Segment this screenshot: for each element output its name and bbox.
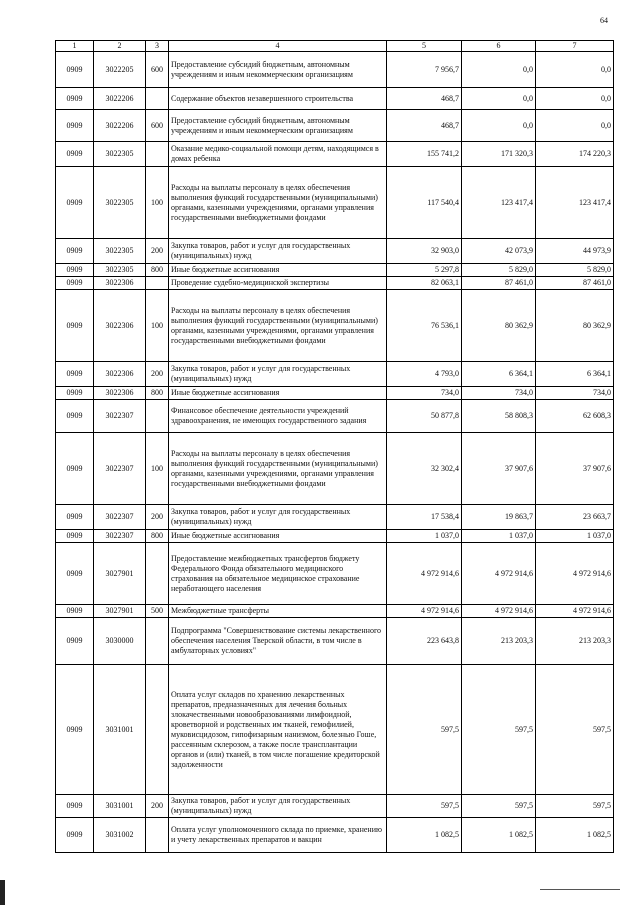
row-name: Финансовое обеспечение деятельности учреждений здравоохранения, не имеющих государственного задания [169,400,387,433]
row-name: Иные бюджетные ассигнования [169,530,387,543]
row-value-7: 174 220,3 [536,142,614,167]
row-value-6: 80 362,9 [462,290,536,362]
row-name: Проведение судебно-медицинской экспертизы [169,277,387,290]
row-target-code: 3027901 [94,543,146,605]
table-row [56,795,614,818]
row-value-7: 4 972 914,6 [536,605,614,618]
row-target-code: 3022306 [94,387,146,400]
row-name: Закупка товаров, работ и услуг для государственных (муниципальных) нужд [169,362,387,387]
row-expense-type: 600 [146,110,169,142]
row-section-code: 0909 [56,290,94,362]
row-target-code: 3022306 [94,277,146,290]
row-section-code: 0909 [56,362,94,387]
row-value-5: 223 643,8 [387,618,462,665]
row-value-7: 0,0 [536,52,614,88]
row-name: Содержание объектов незавершенного строительства [169,88,387,110]
row-target-code: 3022307 [94,530,146,543]
table-row [56,530,614,543]
row-value-5: 155 741,2 [387,142,462,167]
row-section-code: 0909 [56,142,94,167]
row-section-code: 0909 [56,605,94,618]
row-target-code: 3022206 [94,110,146,142]
row-expense-type: 100 [146,290,169,362]
row-value-6: 1 037,0 [462,530,536,543]
row-section-code: 0909 [56,665,94,795]
row-target-code: 3027901 [94,605,146,618]
row-target-code: 3031002 [94,818,146,853]
row-value-6: 0,0 [462,52,536,88]
row-value-7: 0,0 [536,110,614,142]
row-value-5: 734,0 [387,387,462,400]
row-value-6: 4 972 914,6 [462,605,536,618]
row-value-7: 23 663,7 [536,505,614,530]
row-value-6: 5 829,0 [462,264,536,277]
row-value-5: 468,7 [387,110,462,142]
table-row [56,605,614,618]
row-section-code: 0909 [56,277,94,290]
scan-edge-mark [0,880,5,905]
row-name: Иные бюджетные ассигнования [169,264,387,277]
row-target-code: 3022306 [94,362,146,387]
row-value-6: 42 073,9 [462,239,536,264]
row-expense-type [146,618,169,665]
row-expense-type [146,665,169,795]
row-value-5: 4 793,0 [387,362,462,387]
table-row [56,88,614,110]
column-header: 6 [462,41,536,52]
table-row [56,290,614,362]
row-name: Закупка товаров, работ и услуг для государственных (муниципальных) нужд [169,239,387,264]
row-value-5: 17 538,4 [387,505,462,530]
row-section-code: 0909 [56,52,94,88]
column-header: 3 [146,41,169,52]
row-value-7: 597,5 [536,665,614,795]
table-row [56,665,614,795]
table-row [56,52,614,88]
row-target-code: 3030000 [94,618,146,665]
row-value-5: 4 972 914,6 [387,605,462,618]
table-row [56,400,614,433]
row-value-6: 4 972 914,6 [462,543,536,605]
row-section-code: 0909 [56,433,94,505]
row-value-6: 597,5 [462,795,536,818]
row-expense-type: 500 [146,605,169,618]
table-row [56,505,614,530]
row-value-7: 123 417,4 [536,167,614,239]
row-value-6: 37 907,6 [462,433,536,505]
row-section-code: 0909 [56,167,94,239]
row-expense-type [146,142,169,167]
row-section-code: 0909 [56,400,94,433]
table-row [56,167,614,239]
row-value-5: 1 082,5 [387,818,462,853]
table-header-row [56,41,614,52]
table-row [56,362,614,387]
table-row [56,818,614,853]
row-value-7: 6 364,1 [536,362,614,387]
table-row [56,239,614,264]
row-value-7: 0,0 [536,88,614,110]
row-value-7: 87 461,0 [536,277,614,290]
row-section-code: 0909 [56,264,94,277]
row-value-5: 4 972 914,6 [387,543,462,605]
row-expense-type: 200 [146,505,169,530]
table-row [56,142,614,167]
row-section-code: 0909 [56,530,94,543]
table-row [56,110,614,142]
row-section-code: 0909 [56,543,94,605]
row-expense-type [146,88,169,110]
column-header: 7 [536,41,614,52]
row-target-code: 3022307 [94,505,146,530]
column-header: 5 [387,41,462,52]
row-value-6: 171 320,3 [462,142,536,167]
row-expense-type: 200 [146,239,169,264]
row-expense-type: 100 [146,433,169,505]
row-value-6: 597,5 [462,665,536,795]
row-name: Предоставление субсидий бюджетным, автономным учреждениям и иным некоммерческим организациям [169,52,387,88]
row-expense-type: 600 [146,52,169,88]
row-value-5: 597,5 [387,795,462,818]
row-expense-type: 800 [146,387,169,400]
row-name: Межбюджетные трансферты [169,605,387,618]
row-name: Расходы на выплаты персоналу в целях обеспечения выполнения функций государственными (муниципальными) органами, казенными учреждениями, органами управления государственными внебюджетными фондами [169,167,387,239]
row-name: Расходы на выплаты персоналу в целях обеспечения выполнения функций государственными (муниципальными) органами, казенными учреждениями, органами управления государственными внебюджетными фондами [169,433,387,505]
row-name: Оказание медико-социальной помощи детям, находящимся в домах ребенка [169,142,387,167]
row-value-5: 597,5 [387,665,462,795]
row-value-6: 87 461,0 [462,277,536,290]
row-section-code: 0909 [56,387,94,400]
row-expense-type [146,400,169,433]
page-number: 64 [600,16,608,25]
row-value-7: 80 362,9 [536,290,614,362]
budget-table [55,40,614,853]
row-expense-type: 800 [146,264,169,277]
row-section-code: 0909 [56,239,94,264]
table-row [56,618,614,665]
row-value-6: 19 863,7 [462,505,536,530]
row-value-6: 58 808,3 [462,400,536,433]
row-value-7: 5 829,0 [536,264,614,277]
row-target-code: 3022305 [94,264,146,277]
row-value-5: 32 302,4 [387,433,462,505]
table-row [56,543,614,605]
row-value-5: 76 536,1 [387,290,462,362]
row-value-7: 37 907,6 [536,433,614,505]
column-header: 2 [94,41,146,52]
table-row [56,387,614,400]
row-expense-type [146,543,169,605]
row-value-5: 5 297,8 [387,264,462,277]
row-target-code: 3031001 [94,665,146,795]
table-row [56,264,614,277]
row-section-code: 0909 [56,505,94,530]
row-name: Подпрограмма "Совершенствование системы лекарственного обеспечения населения Тверской области, в том числе в амбулаторных условиях" [169,618,387,665]
row-value-5: 7 956,7 [387,52,462,88]
row-target-code: 3022306 [94,290,146,362]
row-section-code: 0909 [56,88,94,110]
row-section-code: 0909 [56,795,94,818]
row-name: Закупка товаров, работ и услуг для государственных (муниципальных) нужд [169,505,387,530]
row-value-5: 468,7 [387,88,462,110]
row-value-7: 597,5 [536,795,614,818]
row-value-6: 0,0 [462,110,536,142]
row-value-7: 1 037,0 [536,530,614,543]
row-value-6: 123 417,4 [462,167,536,239]
row-value-5: 32 903,0 [387,239,462,264]
row-value-6: 6 364,1 [462,362,536,387]
row-value-7: 734,0 [536,387,614,400]
row-target-code: 3022307 [94,433,146,505]
column-header: 1 [56,41,94,52]
row-expense-type: 100 [146,167,169,239]
row-target-code: 3022305 [94,167,146,239]
row-section-code: 0909 [56,818,94,853]
scan-footer-line [540,889,620,890]
row-expense-type: 200 [146,362,169,387]
column-header: 4 [169,41,387,52]
row-target-code: 3022305 [94,142,146,167]
row-value-7: 62 608,3 [536,400,614,433]
row-target-code: 3022206 [94,88,146,110]
row-value-6: 213 203,3 [462,618,536,665]
row-expense-type: 800 [146,530,169,543]
row-section-code: 0909 [56,110,94,142]
row-section-code: 0909 [56,618,94,665]
row-expense-type [146,277,169,290]
row-expense-type [146,818,169,853]
row-target-code: 3022305 [94,239,146,264]
table-row [56,433,614,505]
row-name: Оплата услуг складов по хранению лекарственных препаратов, предназначенных для лечения больных злокачественными новообразованиями лимфоидной, кроветворной и родственных им тканей, гемофилией, муковисцидозом, гипофизарным нанизмом, болезнью Гоше, рассеянным склерозом, а также после трансплантации органов и (или) тканей, в том числе погашение кредиторской задолженности [169,665,387,795]
row-value-7: 44 973,9 [536,239,614,264]
row-value-6: 734,0 [462,387,536,400]
row-name: Предоставление субсидий бюджетным, автономным учреждениям и иным некоммерческим организациям [169,110,387,142]
row-name: Расходы на выплаты персоналу в целях обеспечения выполнения функций государственными (муниципальными) органами, казенными учреждениями, органами управления государственными внебюджетными фондами [169,290,387,362]
row-value-7: 4 972 914,6 [536,543,614,605]
row-name: Предоставление межбюджетных трансфертов бюджету Федерального Фонда обязательного медицинского страхования на обязательное медицинское страхование неработающего населения [169,543,387,605]
row-value-5: 117 540,4 [387,167,462,239]
row-value-7: 1 082,5 [536,818,614,853]
row-value-6: 1 082,5 [462,818,536,853]
table-row [56,277,614,290]
row-value-5: 82 063,1 [387,277,462,290]
row-value-5: 1 037,0 [387,530,462,543]
row-name: Закупка товаров, работ и услуг для государственных (муниципальных) нужд [169,795,387,818]
row-name: Иные бюджетные ассигнования [169,387,387,400]
row-value-7: 213 203,3 [536,618,614,665]
row-value-5: 50 877,8 [387,400,462,433]
row-value-6: 0,0 [462,88,536,110]
row-name: Оплата услуг уполномоченного склада по приемке, хранению и учету лекарственных препаратов и вакцин [169,818,387,853]
row-target-code: 3022307 [94,400,146,433]
row-expense-type: 200 [146,795,169,818]
row-target-code: 3022205 [94,52,146,88]
row-target-code: 3031001 [94,795,146,818]
